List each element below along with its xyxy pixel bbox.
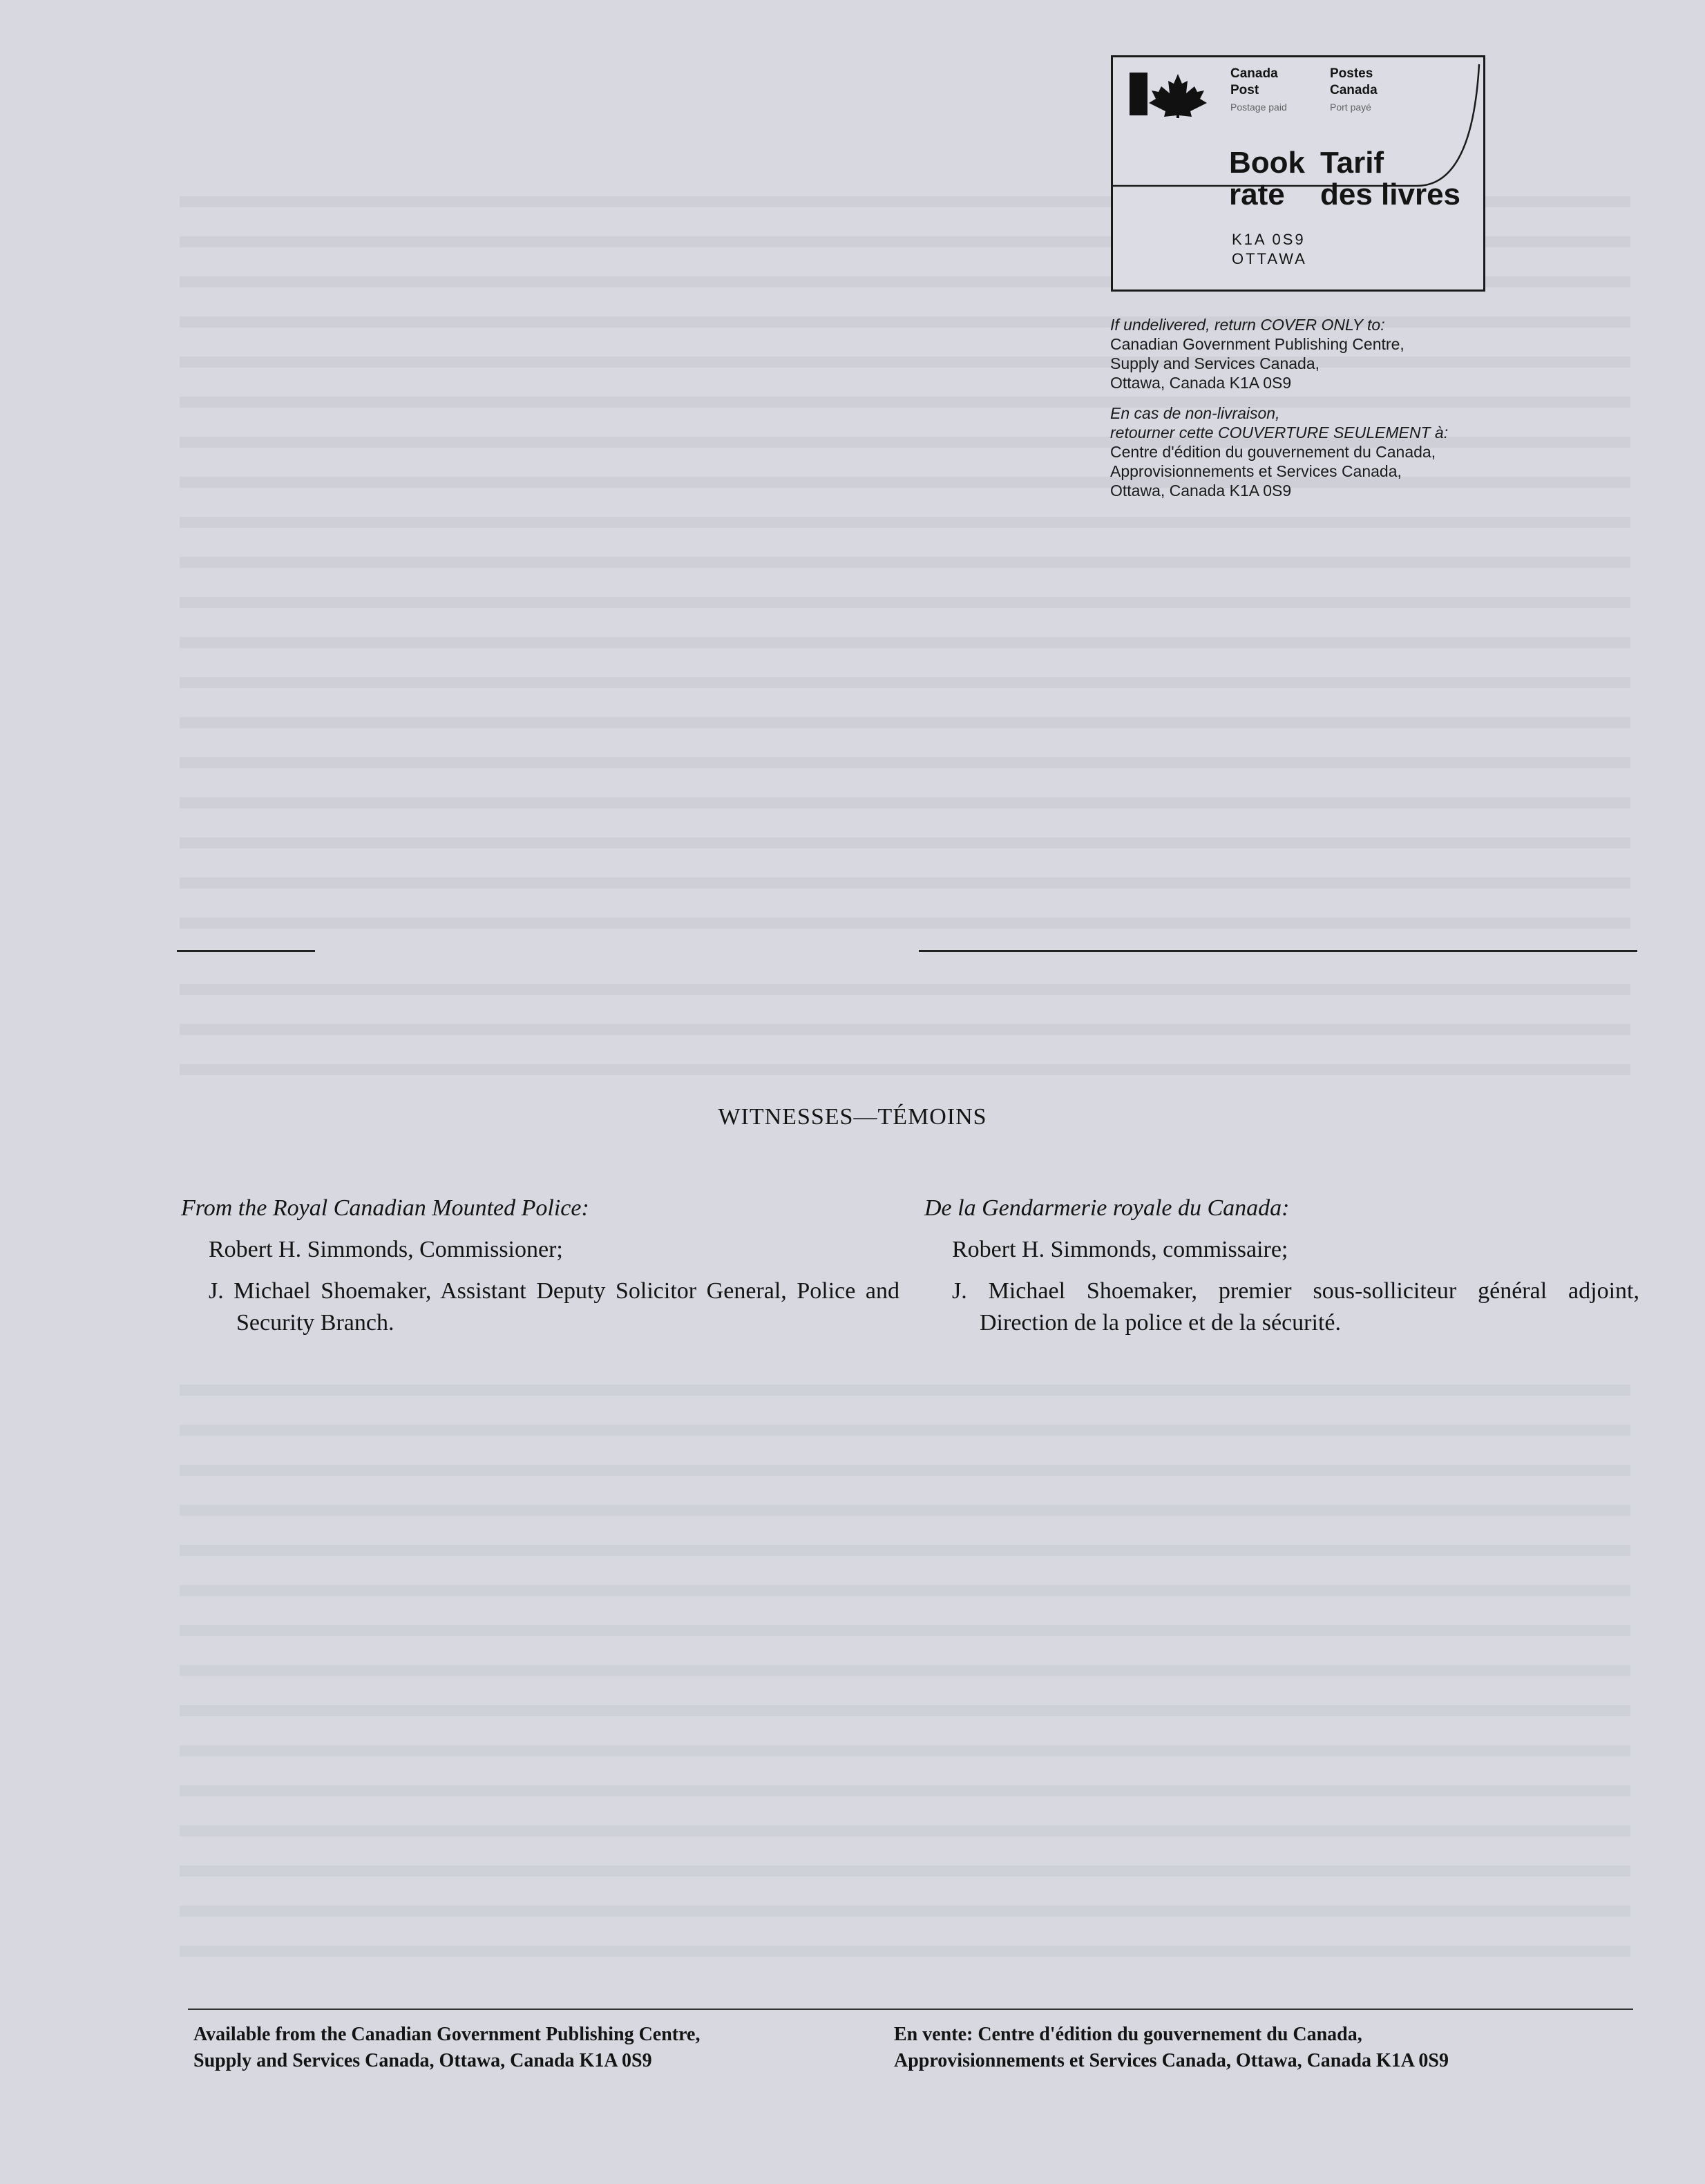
return-notice-en-line1: If undelivered, return COVER ONLY to: — [1110, 316, 1385, 334]
postal-address — [1232, 230, 1307, 269]
return-notice-en-line4: Ottawa, Canada K1A 0S9 — [1110, 374, 1292, 392]
show-through-texture — [180, 180, 1630, 940]
footer-fr-line2: Approvisionnements et Services Canada, Ottawa, Canada K1A 0S9 — [894, 2050, 1449, 2071]
post-en-label: Post — [1230, 83, 1259, 97]
witnesses-en-org: From the Royal Canadian Mounted Police: — [181, 1195, 589, 1221]
canada-en-label: Canada — [1230, 66, 1278, 81]
book-rate-en-1: Book — [1229, 146, 1305, 180]
postal-city: OTTAWA — [1232, 250, 1307, 267]
section-rule-long — [919, 950, 1637, 952]
return-notice-fr — [1110, 403, 1539, 500]
postal-code: K1A 0S9 — [1232, 231, 1306, 248]
witness-fr-entry-2: J. Michael Shoemaker, premier sous-solliciteur général adjoint, Direction de la police et de la sécurité. — [952, 1278, 1639, 1336]
return-notice-fr-line4: Approvisionnements et Services Canada, — [1110, 462, 1402, 480]
book-rate-label — [1229, 147, 1460, 211]
return-notice-fr-line1: En cas de non-livraison, — [1110, 404, 1280, 422]
footer-availability-en — [193, 2022, 700, 2074]
return-notice — [1110, 315, 1539, 511]
witnesses-fr-column — [924, 1193, 1639, 1349]
footer-fr-line1: En vente: Centre d'édition du gouvernement du Canada, — [894, 2024, 1362, 2045]
canada-fr-label: Canada — [1330, 83, 1378, 97]
show-through-texture-lower — [180, 967, 1630, 1085]
book-rate-fr-1: Tarif — [1320, 146, 1384, 180]
return-notice-en — [1110, 315, 1539, 392]
witness-en-entry-2: J. Michael Shoemaker, Assistant Deputy Solicitor General, Police and Security Branch. — [209, 1278, 899, 1336]
return-notice-en-line3: Supply and Services Canada, — [1110, 354, 1320, 372]
return-notice-en-line2: Canadian Government Publishing Centre, — [1110, 335, 1404, 353]
witnesses-en-column — [181, 1193, 899, 1349]
postage-paid-fr: Port payé — [1330, 102, 1371, 113]
return-notice-fr-line5: Ottawa, Canada K1A 0S9 — [1110, 482, 1292, 500]
post-labels — [1230, 66, 1429, 115]
canada-flag-icon — [1130, 70, 1226, 118]
postage-paid-en: Postage paid — [1230, 102, 1287, 113]
return-notice-fr-line2: retourner cette COUVERTURE SEULEMENT à: — [1110, 424, 1449, 441]
postes-fr-label: Postes — [1330, 66, 1373, 81]
witness-en-entry-1: Robert H. Simmonds, Commissioner; — [209, 1237, 563, 1262]
footer-availability-fr — [894, 2022, 1449, 2074]
witnesses-heading: WITNESSES—TÉMOINS — [718, 1104, 987, 1130]
footer-rule — [188, 2009, 1633, 2010]
footer-en-line1: Available from the Canadian Government Publishing Centre, — [193, 2024, 701, 2045]
witnesses-fr-org: De la Gendarmerie royale du Canada: — [924, 1195, 1290, 1221]
return-notice-fr-line3: Centre d'édition du gouvernement du Canada, — [1110, 443, 1436, 461]
book-rate-en-2: rate — [1229, 178, 1285, 211]
book-rate-fr-2: des livres — [1320, 178, 1461, 211]
show-through-texture-bottom — [180, 1368, 1630, 1976]
witness-fr-entry-1: Robert H. Simmonds, commissaire; — [952, 1237, 1288, 1262]
footer-en-line2: Supply and Services Canada, Ottawa, Canada K1A 0S9 — [193, 2050, 652, 2071]
section-rule-short — [177, 950, 315, 952]
canada-post-indicia — [1111, 55, 1485, 292]
